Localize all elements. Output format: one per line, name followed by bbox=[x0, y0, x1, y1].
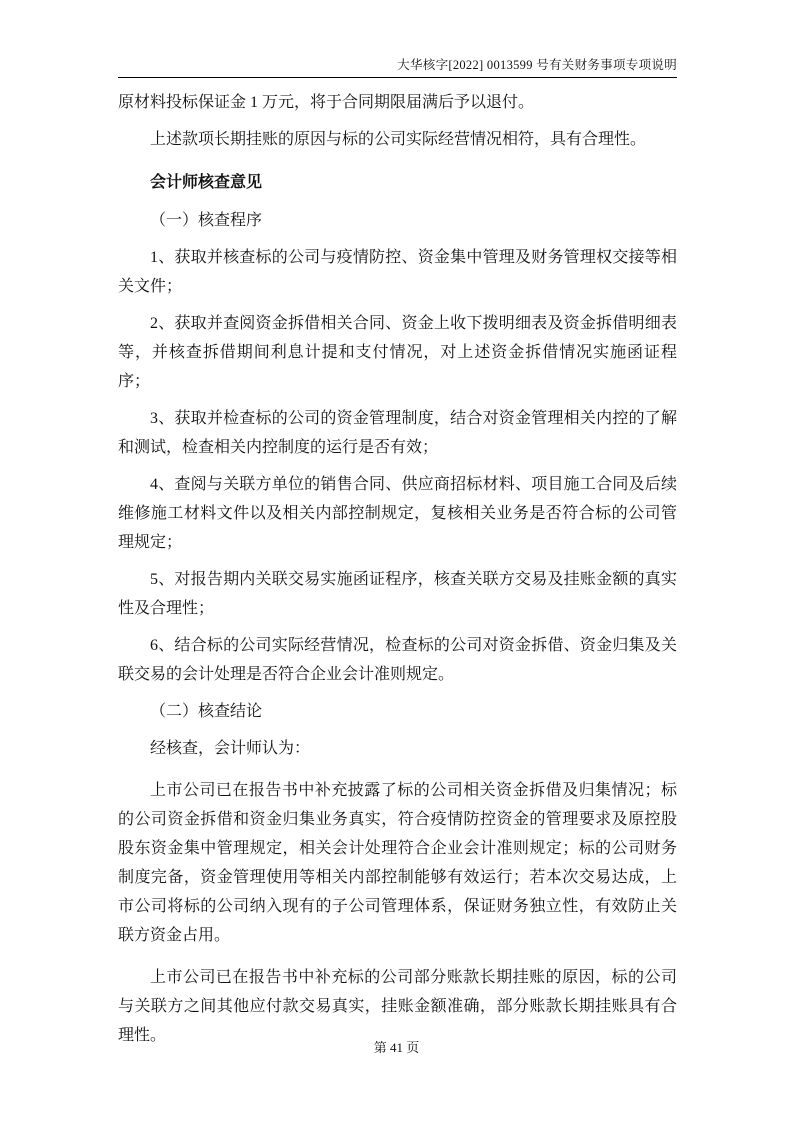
paragraph: 2、获取并查阅资金拆借相关合同、资金上收下拨明细表及资金拆借明细表等，并核查拆借期间利息计提和支付情况，对上述资金拆借情况实施函证程序； bbox=[118, 315, 677, 390]
paragraph: 3、获取并检查标的公司的资金管理制度，结合对资金管理相关内控的了解和测试，检查相关内控制度的运行是否有效； bbox=[118, 410, 677, 456]
paragraph: 5、对报告期内关联交易实施函证程序，核查关联方交易及挂账金额的真实性及合理性； bbox=[118, 571, 677, 617]
section-heading: 会计师核查意见 bbox=[150, 174, 263, 191]
page-header: 大华核字[2022] 0013599 号有关财务事项专项说明 bbox=[118, 57, 677, 78]
paragraph: 上市公司已在报告书中补充标的公司部分账款长期挂账的原因，标的公司与关联方之间其他应付款交易真实，挂账金额准确，部分账款长期挂账具有合理性。 bbox=[118, 969, 677, 1044]
paragraph: 上述款项长期挂账的原因与标的公司实际经营情况相符，具有合理性。 bbox=[150, 131, 647, 148]
paragraph: 经核查，会计师认为： bbox=[150, 740, 311, 757]
paragraph: 6、结合标的公司实际经营情况，检查标的公司对资金拆借、资金归集及关联交易的会计处理是否符合企业会计准则规定。 bbox=[118, 637, 677, 683]
paragraph: （一）核查程序 bbox=[150, 212, 263, 229]
paragraph: 1、获取并核查标的公司与疫情防控、资金集中管理及财务管理权交接等相关文件； bbox=[118, 249, 677, 295]
paragraph: （二）核查结论 bbox=[150, 703, 263, 720]
paragraph: 原材料投标保证金 1 万元，将于合同期限届满后予以退付。 bbox=[118, 94, 535, 111]
document-body bbox=[118, 88, 677, 1058]
paragraph: 上市公司已在报告书中补充披露了标的公司相关资金拆借及归集情况；标的公司资金拆借和资金归集业务真实，符合疫情防控资金的管理要求及原控股股东资金集中管理规定，相关会计处理符合企业会计准则规定；标的公司财务制度完备，资金管理使用等相关内部控制能够有效运行；若本次交易达成，上市公司将标的公司纳入现有的子公司管理体系，保证财务独立性，有效防止关联方资金占用。 bbox=[118, 782, 677, 944]
page-number: 第 41 页 bbox=[373, 1040, 420, 1055]
paragraph: 4、查阅与关联方单位的销售合同、供应商招标材料、项目施工合同及后续维修施工材料文件以及相关内部控制规定，复核相关业务是否符合标的公司管理规定； bbox=[118, 476, 677, 551]
